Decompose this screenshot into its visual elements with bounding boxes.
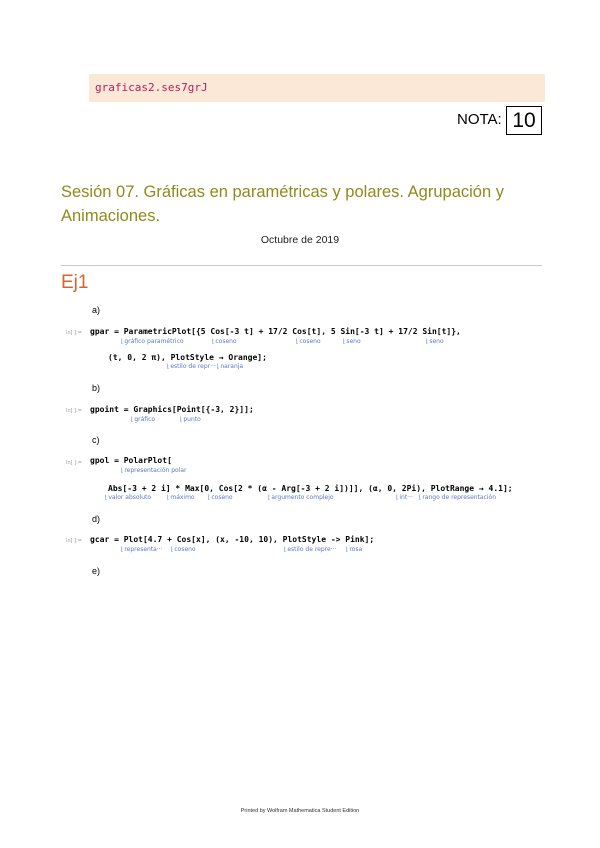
tooltip: ⌊ coseno — [296, 338, 321, 345]
session-date: Octubre de 2019 — [260, 234, 340, 246]
tooltip: ⌊ estilo de repr··· — [167, 363, 216, 370]
tooltip: ⌊ coseno — [212, 338, 237, 345]
divider — [61, 265, 542, 266]
tooltip: ⌊ representación polar — [121, 467, 187, 474]
tooltip: ⌊ rosa — [346, 546, 362, 553]
code-input-d[interactable]: gcar = Plot[4.7 + Cos[x], (x, -10, 10), PlotStyle -> Pink]; — [90, 535, 375, 544]
tooltip: ⌊ seno — [426, 338, 444, 345]
part-label-e: e) — [92, 566, 101, 576]
tooltip: ⌊ gráfico — [131, 416, 155, 423]
part-label-c: c) — [92, 435, 100, 445]
input-label: In[ ]:= — [66, 408, 83, 414]
tooltip: ⌊ máximo — [167, 494, 195, 501]
tooltip: ⌊ estilo de repre··· — [284, 546, 336, 553]
input-label: In[ ]:= — [66, 538, 83, 544]
part-label-b: b) — [92, 383, 101, 393]
session-title: Sesión 07. Gráficas en paramétricas y polares. Agrupación y Animaciones. — [61, 183, 504, 225]
code-input-a-line1[interactable]: gpar = ParametricPlot[{5 Cos[-3 t] + 17/2 Cos[t], 5 Sin[-3 t] + 17/2 Sin[t]}, — [90, 327, 461, 336]
input-label: In[ ]:= — [66, 330, 83, 336]
code-input-a-line2[interactable]: (t, 0, 2 π), PlotStyle → Orange]; — [108, 353, 267, 362]
file-name: graficas2.ses7grJ — [95, 81, 208, 94]
tooltip: ⌊ valor absoluto — [105, 494, 151, 501]
tooltip: ⌊ coseno — [208, 494, 233, 501]
code-input-b[interactable]: gpoint = Graphics[Point[{-3, 2}]]; — [90, 405, 254, 414]
part-label-d: d) — [92, 514, 101, 524]
tooltip: ⌊ seno — [343, 338, 361, 345]
tooltip: ⌊ argumento complejo — [268, 494, 334, 501]
tooltip: ⌊ coseno — [171, 546, 196, 553]
section-title: Ej1 — [61, 272, 89, 293]
footer-text: Printed by Wolfram Mathematica Student Edition — [240, 808, 360, 814]
tooltip: ⌊ naranja — [217, 363, 243, 370]
grade-label: NOTA: — [457, 111, 502, 128]
tooltip: ⌊ rango de representación — [419, 494, 496, 501]
code-input-c-line2[interactable]: Abs[-3 + 2 i] * Max[0, Cos[2 * (α - Arg[-3 + 2 i])]], (α, 0, 2Pi), PlotRange → 4.1]; — [108, 484, 513, 493]
input-label: In[ ]:= — [66, 460, 83, 466]
tooltip: ⌊ punto — [180, 416, 201, 423]
tooltip: ⌊ int··· — [396, 494, 413, 501]
tooltip: ⌊ representa··· — [121, 546, 163, 553]
part-label-a: a) — [92, 305, 101, 315]
code-input-c-line1[interactable]: gpol = PolarPlot[ — [90, 456, 172, 465]
tooltip: ⌊ gráfico paramétrico — [121, 338, 184, 345]
grade-value: 10 — [506, 106, 542, 135]
